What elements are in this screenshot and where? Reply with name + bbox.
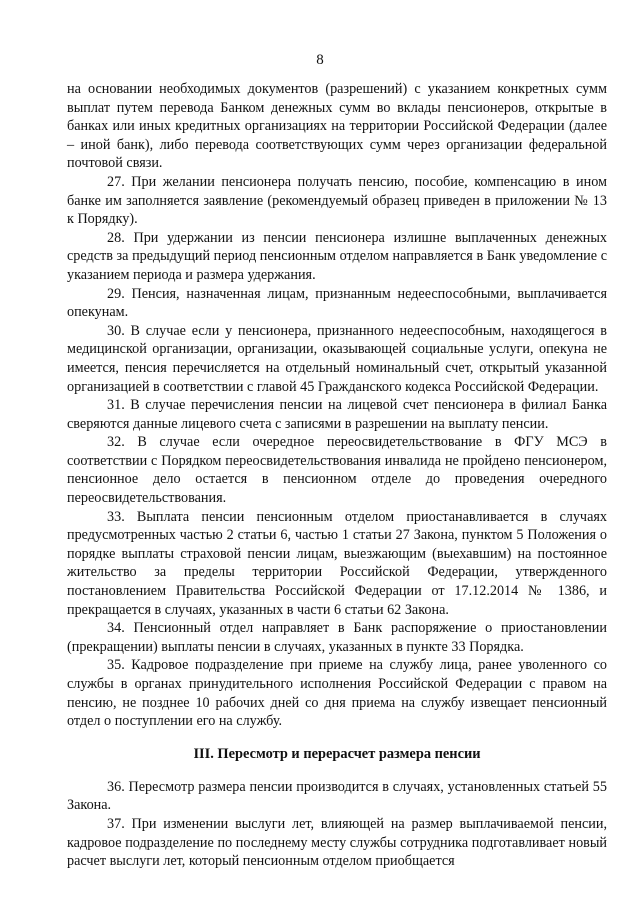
paragraph-33: 33. Выплата пенсии пенсионным отделом приостанавливается в случаях предусмотренных частью 2 статьи 6, частью 1 статьи 27 Закона, пунктом 5 Положения о порядке выплаты страховой пенсии лицам, выезжающим (выехавшим) на постоянное жительство за пределы территории Российской Федерации, утвержденного постановлением Правительства Российской Федерации от 17.12.2014 № 1386, и прекращается в случаях, указанных в части 6 статьи 62 Закона. xyxy=(67,508,607,618)
paragraph-27: 27. При желании пенсионера получать пенсию, пособие, компенсацию в ином банке им заполняется заявление (рекомендуемый образец приведен в приложении № 13 к Порядку). xyxy=(67,173,607,228)
paragraph-37: 37. При изменении выслуги лет, влияющей на размер выплачиваемой пенсии, кадровое подразделение по последнему месту службы сотрудника подготавливает новый расчет выслуги лет, который пенсионным отделом приобщается xyxy=(67,815,607,870)
paragraph-29: 29. Пенсия, назначенная лицам, признанным недееспособными, выплачивается опекунам. xyxy=(67,285,607,321)
page-number: 8 xyxy=(316,52,324,68)
paragraphs-before-heading xyxy=(67,80,607,731)
paragraph-34: 34. Пенсионный отдел направляет в Банк распоряжение о приостановлении (прекращении) выплаты пенсии в случаях, указанных в пункте 33 Порядка. xyxy=(67,620,607,655)
document-body xyxy=(67,80,607,871)
paragraph-31: 31. В случае перечисления пенсии на лицевой счет пенсионера в филиал Банка сверяются данные лицевого счета с записями в разрешении на выплату пенсии. xyxy=(67,397,607,432)
section-heading: III. Пересмотр и перерасчет размера пенсии xyxy=(193,745,481,762)
paragraph-32: 32. В случае если очередное переосвидетельствование в ФГУ МСЭ в соответствии с Порядком переосвидетельствования инвалида не пройдено пенсионером, пенсионное дело остается в пенсионном отделе до проведения очередного переосвидетельствования. xyxy=(67,434,607,507)
paragraphs-after-heading xyxy=(67,778,607,871)
paragraph: на основании необходимых документов (разрешений) с указанием конкретных сумм выплат путем перевода Банком денежных сумм во вклады пенсионеров, открытые в банках или иных кредитных организациях на территории Российской Федерации (далее – иной банк), либо перевода соответствующих сумм через организации федеральной почтовой связи. xyxy=(67,81,607,172)
paragraph-30: 30. В случае если у пенсионера, признанного недееспособным, находящегося в медицинской организации, организации, оказывающей социальные услуги, опекуна не имеется, пенсия перечисляется на отдельный номинальный счет, открытый указанной организацией в соответствии с главой 45 Гражданского кодекса Российской Федерации. xyxy=(67,322,607,395)
paragraph-35: 35. Кадровое подразделение при приеме на службу лица, ранее уволенного со службы в органах принудительного исполнения Российской Федерации с правом на пенсию, не позднее 10 рабочих дней со дня приема на службу извещает пенсионный отдел о поступлении его на службу. xyxy=(67,657,607,730)
paragraph-28: 28. При удержании из пенсии пенсионера излишне выплаченных денежных средств за предыдущий период пенсионным отделом направляется в Банк уведомление с указанием периода и размера удержания. xyxy=(67,229,607,283)
paragraph-36: 36. Пересмотр размера пенсии производится в случаях, установленных статьей 55 Закона. xyxy=(67,778,607,814)
